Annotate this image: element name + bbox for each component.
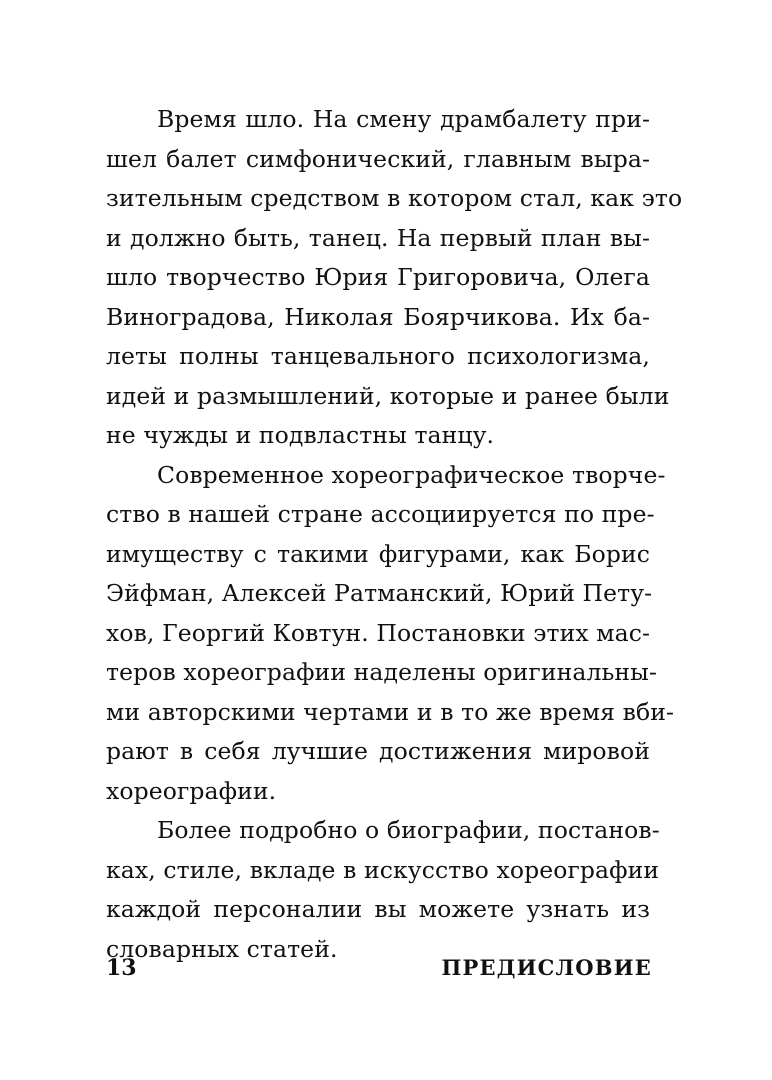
text-line: имуществу с такими фигурами, как Борис (106, 539, 650, 568)
text-line: словарных статей. (106, 934, 338, 963)
text-line: Более подробно о биографии, постанов- (157, 816, 660, 844)
text-line: ках, стиле, вкладе в искусство хореографии (106, 855, 660, 884)
text-line: шло творчество Юрия Григоровича, Олега (106, 263, 650, 291)
text-line: Эйфман, Алексей Ратманский, Юрий Пету- (106, 579, 653, 607)
text-line: леты полны танцевального психологизма, (106, 342, 650, 370)
text-line: теров хореографии наделены оригинальны- (106, 658, 658, 686)
text-line: каждой персоналии вы можете узнать из (106, 895, 650, 923)
text-line: ство в нашей стране ассоциируется по пре- (106, 500, 655, 528)
text-line: ми авторскими чертами и в то же время вби- (106, 697, 675, 726)
page-footer (106, 955, 652, 989)
text-line: Современное хореографическое творче- (157, 460, 666, 489)
text-line: рают в себя лучшие достижения мировой (106, 737, 650, 765)
text-line: идей и размышлений, которые и ранее были (106, 381, 670, 410)
text-line: шел балет симфонический, главным выра- (106, 144, 650, 173)
text-line: хов, Георгий Ковтун. Постановки этих мас- (106, 618, 651, 647)
text-line: Время шло. На смену драмбалету при- (157, 105, 650, 133)
page-number: 13 (106, 955, 137, 981)
text-line: хореографии. (106, 776, 277, 805)
running-section-title: ПРЕДИСЛОВИЕ (441, 955, 652, 980)
body-text (106, 100, 683, 969)
text-line: не чужды и подвластны танцу. (106, 421, 495, 449)
text-line: зительным средством в котором стал, как это (106, 184, 683, 212)
text-line: и должно быть, танец. На первый план вы- (106, 223, 650, 252)
text-line: Виноградова, Николая Боярчикова. Их ба- (106, 302, 650, 331)
